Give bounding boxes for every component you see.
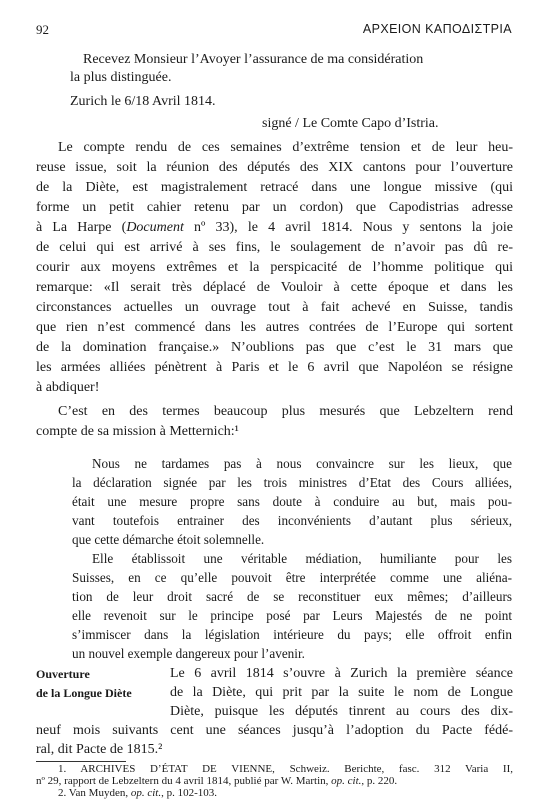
- body-line: ral, dit Pacte de 1815.²: [36, 742, 163, 757]
- body-line: reuse issue, soit la réunion des députés des XIX cantons pour l’ouverture: [36, 160, 513, 175]
- quote-line: vant toutefois entrainer des inconvénients d’autant plus sérieux,: [72, 513, 512, 528]
- page-header: [36, 22, 512, 40]
- footnote: nº 29, rapport de Lebzeltern du 4 avril 1814, publié par W. Martin, op. cit., p. 220.: [36, 775, 398, 787]
- quote-line: que cette démarche étoit solemnelle.: [72, 532, 265, 547]
- quote-line: un nouvel exemple dangereux pour l’avenir.: [72, 646, 305, 661]
- body-line: circonstances actuelles un ouvrage tout à fait achevé en Suisse, tandis: [36, 300, 513, 315]
- margin-heading: Ouverture: [36, 667, 90, 681]
- body-line: Diète, puisque les députés tinrent au cours des dix-: [170, 704, 513, 719]
- body-line: compte de sa mission à Metternich:¹: [36, 424, 239, 439]
- letter-dateline: Zurich le 6/18 Avril 1814.: [70, 94, 216, 109]
- body-line: courir aux moyens extrêmes et la perspicacité de l’homme politique qui: [36, 260, 513, 275]
- body-line: remarque: «Il serait très déplacé de Vouloir à cette époque et dans les: [36, 280, 513, 295]
- body-line: Le compte rendu de ces semaines d’extrême tension et de leur heu-: [58, 140, 513, 155]
- quote-line: tion de leur droit sacré de se reconstituer eux mêmes; d’ailleurs: [72, 589, 512, 604]
- letter-close-line: Recevez Monsieur l’Avoyer l’assurance de ma considération: [83, 52, 424, 67]
- quote-line: Elle établissoit une véritable médiation, humiliante pour les: [92, 551, 512, 566]
- letter-signature: signé / Le Comte Capo d’Istria.: [262, 116, 439, 131]
- body-line: de la domination française.» N’oublions pas que c’est le 31 mars que: [36, 340, 513, 355]
- body-line: à La Harpe (Document nº 33), le 4 avril 1814. Nous y sentons la joie: [36, 220, 513, 235]
- running-title: ΑΡΧΕΙΟΝ ΚΑΠΟΔΙΣΤΡΙΑ: [362, 22, 512, 36]
- quote-line: Suisses, en ce qu’elle pouvoit être interprétée comme une aliéna-: [72, 570, 512, 585]
- quote-line: Nous ne tardames pas à nous convaincre sur les lieux, que: [92, 456, 512, 471]
- margin-heading: de la Longue Diète: [36, 686, 132, 700]
- page-number: 92: [36, 22, 49, 37]
- body-line: les armées alliées pénètrent à Paris et le 6 avril que Napoléon se résigne: [36, 360, 513, 375]
- body-line: de la Diète, qui prit par la suite le nom de Longue: [170, 685, 513, 700]
- body-line: à abdiquer!: [36, 380, 100, 395]
- document-reference: Document: [126, 220, 184, 235]
- body-line: forme un petit cahier retenu par un cordon) que Capodistrias adresse: [36, 200, 513, 215]
- body-line: C’est en des termes beaucoup plus mesurés que Lebzeltern rend: [58, 404, 513, 419]
- quote-line: la déclaration signée par les trois ministres d’Etat des Cours alliées,: [72, 475, 512, 490]
- body-line: de celui qui est arrivé à ses fins, le soulagement de n’avoir pas dû re-: [36, 240, 513, 255]
- footnote-rule: [36, 761, 126, 762]
- body-line: neuf mois suivants cent une séances jusqu’à l’adoption du Pacte fédé-: [36, 723, 513, 738]
- footnote: 2. Van Muyden, op. cit., p. 102-103.: [58, 787, 217, 799]
- body-line: que rien n’est commencé dans les autres contrées de l’Europe qui sortent: [36, 320, 513, 335]
- letter-close-line: la plus distinguée.: [70, 70, 172, 85]
- quote-line: s’immiscer dans la législation intérieure du pays; elle offroit enfin: [72, 627, 512, 642]
- footnote: 1. ARCHIVES D’ÉTAT DE VIENNE, Schweiz. Berichte, fasc. 312 Varia II,: [58, 763, 513, 775]
- body-line: de la Diète, est magistralement retracé dans une longue missive (qui: [36, 180, 513, 195]
- quote-line: était une mesure propre sans doute à conduire au but, mais pou-: [72, 494, 512, 509]
- body-line: Le 6 avril 1814 s’ouvre à Zurich la première séance: [170, 666, 513, 681]
- quote-line: elle revenoit sur le principe posé par Leurs Majestés de ne point: [72, 608, 512, 623]
